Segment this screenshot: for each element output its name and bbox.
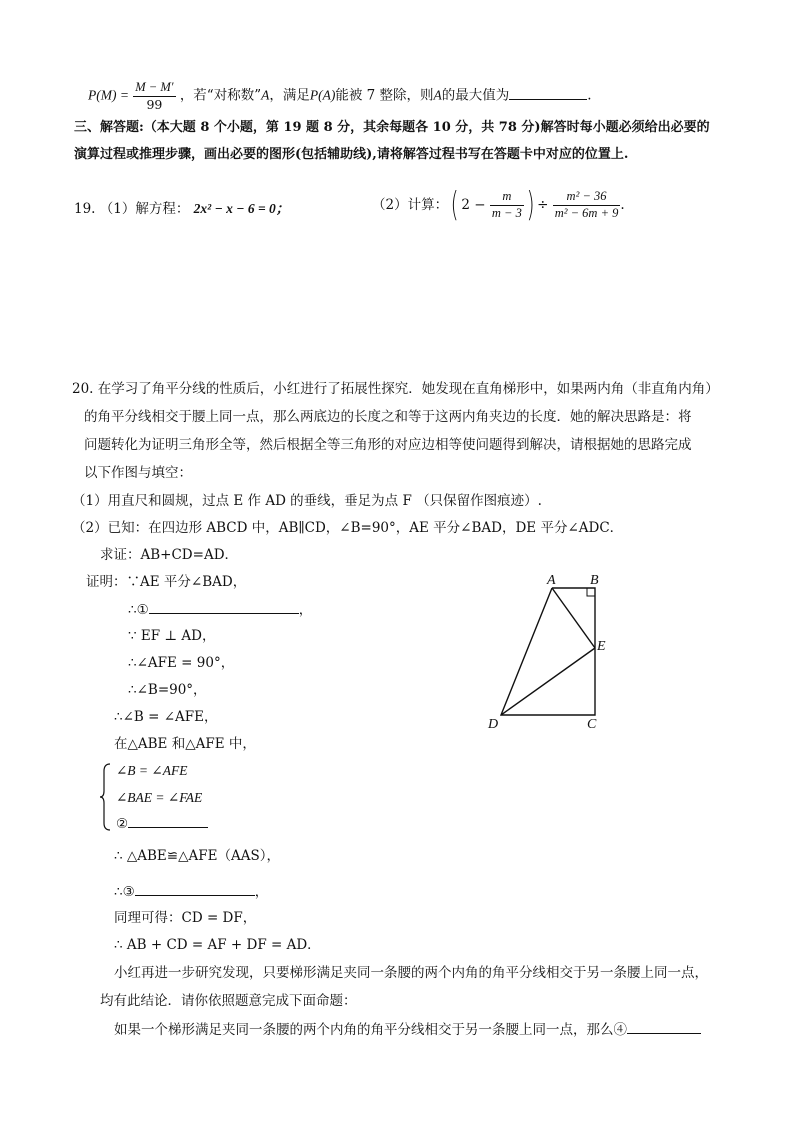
comma-3: ，	[254, 884, 269, 900]
label-d: D	[488, 717, 499, 730]
blank-4[interactable]	[627, 1021, 701, 1034]
q20-intro-3: 问题转化为证明三角形全等，然后根据全等三角形的对应边相等使问题得到解决，请根据她的思路完成	[84, 437, 692, 453]
further-1: 小红再进一步研究发现，只要梯形满足夹同一条腰的两个内角的角平分线相交于另一条腰上同一点，	[114, 965, 708, 981]
comma: ，	[298, 602, 313, 618]
q19-number: 19.	[74, 201, 96, 217]
proof-step-1: ∴①	[128, 602, 149, 618]
q19-part2	[372, 185, 625, 225]
section3-line2: 演算过程或推理步骤，画出必要的图形(包括辅助线),请将解答过程书写在答题卡中对应的位置上.	[74, 147, 629, 162]
q19-part2-label: （2）计算：	[372, 196, 449, 213]
q19-inner-fraction	[490, 189, 524, 221]
segment-ae	[552, 588, 595, 648]
q20-intro-1: 20. 在学习了角平分线的性质后，小红进行了拓展性探究．她发现在直角梯形中，如果两内角（非直角内角）	[72, 381, 719, 397]
q20-part1: （1）用直尺和圆规，过点 E 作 AD 的垂线，垂足为点 F （只保留作图痕迹）.	[72, 493, 542, 509]
right-paren: )	[526, 185, 535, 225]
q20-part2: （2）已知：在四边形 ABCD 中，AB∥CD，∠B=90°，AE 平分∠BAD，DE 平分∠ADC．	[72, 520, 624, 536]
proof-step-1-row	[128, 601, 312, 618]
blank-3[interactable]	[135, 883, 255, 896]
right-angle-mark	[587, 588, 595, 596]
system-line-3: ②	[116, 816, 129, 832]
q19-part1-eq: 2x² − x − 6 = 0；	[193, 201, 290, 216]
system-brace	[100, 763, 112, 831]
trapezoid-figure	[485, 570, 615, 730]
label-c: C	[587, 717, 597, 730]
trapezoid-outline	[501, 588, 595, 715]
proof-step-3: ∴∠AFE = 90°，	[128, 655, 235, 671]
q20-intro-4: 以下作图与填空：	[84, 465, 192, 481]
q19-end: .	[620, 196, 625, 213]
q18-pa: P(A)	[309, 87, 336, 103]
q18-var-a: A	[261, 87, 270, 103]
proof-step-4: ∴∠B=90°，	[128, 682, 207, 698]
similarly-line: 同理可得：CD = DF，	[114, 910, 257, 926]
q19-outer-fraction	[553, 189, 621, 221]
label-a: A	[547, 573, 556, 588]
proposition-row	[114, 1021, 701, 1038]
proof-step-6: 在△ABE 和△AFE 中，	[114, 736, 256, 752]
q19-div: ÷	[537, 196, 549, 213]
system-line-1: ∠B = ∠AFE	[116, 763, 188, 778]
step3: ∴③	[114, 884, 135, 900]
q18-end: .	[587, 87, 592, 104]
conclusion-line: ∴ AB + CD = AF + DF = AD．	[114, 937, 321, 953]
q19-part1-label: （1）解方程：	[99, 201, 190, 217]
q19-part1	[74, 201, 289, 217]
q18-fraction	[133, 80, 175, 112]
q18-text1: ，若“对称数”	[179, 87, 262, 104]
q19-inner-num: m	[490, 189, 524, 206]
q18-text3: 能被 7 整除，则	[335, 87, 434, 104]
blank-1[interactable]	[149, 601, 299, 614]
q20-intro-2: 的角平分线相交于腰上同一点，那么两底边的长度之和等于这两内角夹边的长度．她的解决思路是：将	[84, 409, 692, 425]
q19-inner-two: 2 −	[461, 196, 486, 213]
system-line-3-row	[116, 815, 208, 832]
q19-inner-den: m − 3	[491, 205, 522, 220]
q18-formula-lhs: P(M) =	[88, 87, 129, 103]
proof-step-5: ∴∠B = ∠AFE，	[114, 709, 218, 725]
system-line-2: ∠BAE = ∠FAE	[116, 790, 203, 805]
q20-prove: 求证：AB+CD=AD．	[100, 547, 239, 563]
blank-2[interactable]	[128, 815, 208, 828]
proposition: 如果一个梯形满足夹同一条腰的两个内角的角平分线相交于另一条腰上同一点，那么④	[114, 1022, 627, 1038]
q18-text4: 的最大值为	[441, 87, 510, 104]
label-e: E	[597, 639, 606, 654]
q19-outer-num: m² − 36	[553, 189, 621, 206]
label-b: B	[590, 573, 599, 588]
further-2: 均有此结论．请你依照题意完成下面命题：	[100, 993, 357, 1009]
q19-outer-den: m² − 6m + 9	[554, 205, 619, 220]
q18-frac-den: 99	[146, 96, 163, 112]
congruent-line: ∴ △ABE≌△AFE（AAS），	[114, 848, 280, 864]
q18-text2: ，满足	[269, 87, 310, 104]
q18-frac-num: M − M′	[133, 80, 175, 97]
q18-line	[88, 80, 592, 112]
q18-answer-blank[interactable]	[509, 87, 587, 100]
step3-row	[114, 883, 268, 900]
proof-step-2: ∵ EF ⊥ AD，	[128, 628, 216, 644]
q18-var-a2: A	[433, 87, 442, 103]
proof-step-0: 证明：∵AE 平分∠BAD，	[86, 574, 247, 590]
left-paren: (	[450, 185, 459, 225]
section3-line1: 三、解答题:（本大题 8 个小题，第 19 题 8 分，其余每题各 10 分，共 78 分)解答时每小题必须给出必要的	[74, 120, 710, 135]
